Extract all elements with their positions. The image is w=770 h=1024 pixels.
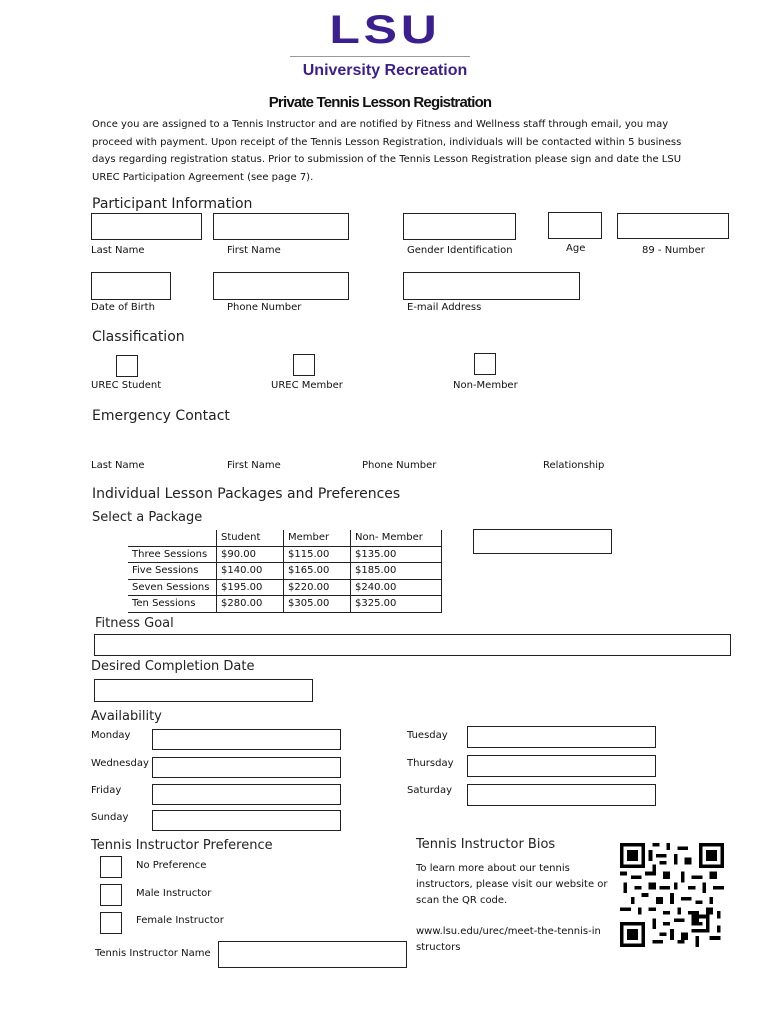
first-name-label: First Name [227, 245, 281, 256]
table-row [128, 546, 442, 563]
number-label: 89 - Number [642, 245, 705, 256]
table-cell: $195.00 [217, 579, 284, 596]
non-member-label: Non-Member [453, 380, 518, 391]
logo-subtitle: University Recreation [302, 62, 468, 79]
classification-heading: Classification [92, 329, 185, 345]
emergency-first-name-label: First Name [227, 460, 281, 471]
sunday-input[interactable] [152, 810, 341, 831]
wednesday-label: Wednesday [91, 758, 149, 769]
tuesday-label: Tuesday [407, 730, 448, 741]
email-label: E-mail Address [407, 302, 482, 313]
friday-label: Friday [91, 785, 122, 796]
table-header-cell [128, 530, 217, 546]
table-cell: $220.00 [284, 579, 351, 596]
lsu-logo: LSU [329, 8, 441, 52]
table-cell: $305.00 [284, 596, 351, 613]
saturday-label: Saturday [407, 785, 453, 796]
table-cell: $135.00 [351, 546, 442, 563]
page-title: Private Tennis Lesson Registration [268, 94, 492, 111]
first-name-input[interactable] [213, 213, 349, 240]
last-name-input[interactable] [91, 213, 202, 240]
dob-input[interactable] [91, 272, 171, 300]
emergency-phone-label: Phone Number [362, 460, 437, 471]
instructor-name-label: Tennis Instructor Name [95, 948, 211, 959]
table-cell: $185.00 [351, 563, 442, 580]
qr-code-icon[interactable] [620, 843, 724, 947]
thursday-label: Thursday [407, 758, 454, 769]
wednesday-input[interactable] [152, 757, 341, 778]
age-label: Age [566, 243, 586, 254]
instructor-name-input[interactable] [218, 941, 407, 968]
participant-heading: Participant Information [92, 196, 253, 212]
table-cell: $240.00 [351, 579, 442, 596]
urec-member-label: UREC Member [271, 380, 343, 391]
table-cell: $115.00 [284, 546, 351, 563]
saturday-input[interactable] [467, 784, 656, 806]
completion-date-input[interactable] [94, 679, 313, 702]
emergency-relationship-label: Relationship [543, 460, 605, 471]
number-input[interactable] [617, 213, 729, 239]
urec-student-checkbox[interactable] [116, 355, 138, 377]
tuesday-input[interactable] [467, 726, 656, 748]
male-instructor-checkbox[interactable] [100, 884, 122, 906]
table-row [128, 596, 442, 613]
email-input[interactable] [403, 272, 580, 300]
phone-input[interactable] [213, 272, 349, 300]
completion-date-label: Desired Completion Date [91, 659, 255, 674]
age-input[interactable] [548, 212, 602, 239]
package-select-input[interactable] [473, 529, 612, 554]
gender-input[interactable] [403, 213, 516, 240]
table-header-cell: Non- Member [351, 530, 442, 546]
packages-heading: Individual Lesson Packages and Preferences [92, 486, 401, 502]
table-cell: $165.00 [284, 563, 351, 580]
table-cell: Ten Sessions [128, 596, 217, 613]
fitness-goal-input[interactable] [94, 634, 731, 656]
table-cell: Five Sessions [128, 563, 217, 580]
table-cell: Three Sessions [128, 546, 217, 563]
table-header-cell: Member [284, 530, 351, 546]
logo-divider [290, 56, 470, 57]
instructor-pref-heading: Tennis Instructor Preference [91, 838, 273, 853]
female-instructor-label: Female Instructor [136, 915, 224, 926]
monday-input[interactable] [152, 729, 341, 750]
bios-heading: Tennis Instructor Bios [416, 837, 556, 852]
last-name-label: Last Name [91, 245, 145, 256]
phone-label: Phone Number [227, 302, 302, 313]
table-row [128, 579, 442, 596]
intro-paragraph: Once you are assigned to a Tennis Instructor and are notified by Fitness and Wellness staff through email, you may proceed with payment. Upon receipt of the Tennis Lesson Registration, individuals will be contacted within 5 business days regarding registration status. Prior to submission of the Tennis Lesson Registration please sign and date the LSU UREC Participation Agreement (see page 7). [92, 119, 682, 183]
female-instructor-checkbox[interactable] [100, 912, 122, 934]
urec-student-label: UREC Student [91, 380, 162, 391]
table-cell: $280.00 [217, 596, 284, 613]
select-package-label: Select a Package [92, 510, 203, 525]
table-cell: Seven Sessions [128, 579, 217, 596]
fitness-goal-label: Fitness Goal [95, 616, 174, 631]
package-price-table [128, 530, 442, 613]
thursday-input[interactable] [467, 755, 656, 777]
emergency-last-name-label: Last Name [91, 460, 145, 471]
non-member-checkbox[interactable] [474, 353, 496, 375]
sunday-label: Sunday [91, 812, 129, 823]
table-cell: $140.00 [217, 563, 284, 580]
no-preference-label: No Preference [136, 860, 207, 871]
emergency-heading: Emergency Contact [92, 408, 230, 424]
table-header-row [128, 530, 442, 546]
no-preference-checkbox[interactable] [100, 856, 122, 878]
gender-label: Gender Identification [407, 245, 513, 256]
table-cell: $325.00 [351, 596, 442, 613]
monday-label: Monday [91, 730, 131, 741]
table-cell: $90.00 [217, 546, 284, 563]
bios-text: To learn more about our tennis instructors, please visit our website or scan the QR code. [416, 863, 608, 906]
friday-input[interactable] [152, 784, 341, 805]
bios-url-link[interactable]: www.lsu.edu/urec/meet-the-tennis-instructors [416, 926, 601, 953]
male-instructor-label: Male Instructor [136, 888, 212, 899]
dob-label: Date of Birth [91, 302, 155, 313]
urec-member-checkbox[interactable] [293, 354, 315, 376]
table-header-cell: Student [217, 530, 284, 546]
availability-heading: Availability [91, 709, 162, 724]
table-row [128, 563, 442, 580]
